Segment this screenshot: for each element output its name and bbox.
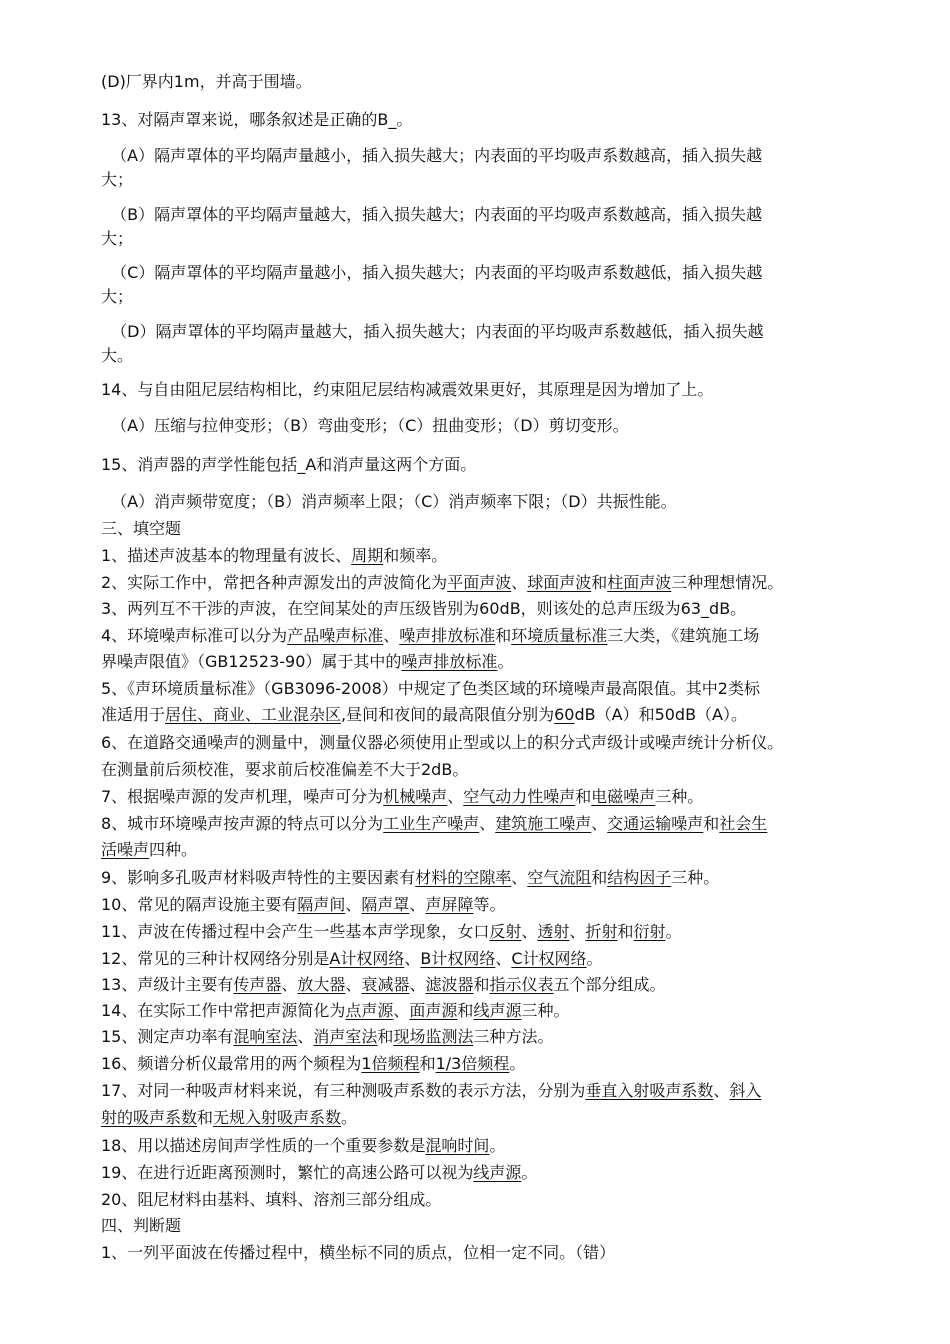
answer-text: 活噪声 xyxy=(101,840,150,859)
text-line xyxy=(101,1081,861,1101)
answer-text: 平面声波 xyxy=(447,573,512,592)
answer-text: 结构因子 xyxy=(607,868,672,887)
line-text: （A）消声频带宽度；（B）消声频率上限；（C）消声频率下限；（D）共振性能。 xyxy=(101,492,677,511)
answer-text: 面声源 xyxy=(409,1001,458,1020)
text-line xyxy=(101,840,861,860)
answer-text: 噪声排放标准 xyxy=(399,626,496,645)
line-text: 、 xyxy=(404,949,421,968)
line-text: 和 xyxy=(617,922,634,941)
text-line xyxy=(101,922,861,942)
text-line xyxy=(101,1108,861,1128)
line-text: 、 xyxy=(591,814,608,833)
answer-text: 噪声排放标准 xyxy=(401,652,498,671)
answer-text: 射的吸声系数 xyxy=(101,1108,198,1127)
line-text: 、 xyxy=(495,949,512,968)
line-text: 、 xyxy=(713,1081,730,1100)
line-text: 15、消声器的声学性能包括_A和消声量这两个方面。 xyxy=(101,455,477,474)
line-text: 20、阻尼材料由基料、填料、溶剂三部分组成。 xyxy=(101,1190,442,1209)
line-text: 9、影响多孔吸声材料吸声特性的主要因素有 xyxy=(101,868,416,887)
answer-text: 周期 xyxy=(351,546,384,565)
answer-text: 工业生产噪声 xyxy=(383,814,480,833)
answer-text: 1倍频程 xyxy=(361,1054,420,1073)
line-text: 、 xyxy=(409,895,426,914)
text-line xyxy=(101,573,861,593)
text-line xyxy=(101,1136,861,1156)
line-text: 和 xyxy=(591,573,608,592)
answer-text: 现场监测法 xyxy=(393,1027,474,1046)
text-line xyxy=(101,492,861,512)
line-text: （B）隔声罩体的平均隔声量越大，插入损失越大；内表面的平均吸声系数越高，插入损失越 xyxy=(101,205,763,224)
answer-text: 传声器 xyxy=(233,975,282,994)
answer-text: 消声室法 xyxy=(313,1027,378,1046)
text-line xyxy=(101,380,861,400)
line-text: 。 xyxy=(497,652,514,671)
line-text: 和 xyxy=(419,1054,436,1073)
answer-text: 空气动力性噪声 xyxy=(463,787,576,806)
line-text: 三种。 xyxy=(655,787,704,806)
text-line xyxy=(101,72,861,92)
line-text: （C）隔声罩体的平均隔声量越小，插入损失越大；内表面的平均吸声系数越低，插入损失越 xyxy=(101,263,763,282)
line-text: 17、对同一种吸声材料来说，有三种测吸声系数的表示方法，分别为 xyxy=(101,1081,586,1100)
answer-text: 点声源 xyxy=(345,1001,394,1020)
line-text: 2、实际工作中，常把各种声源发出的声波简化为 xyxy=(101,573,448,592)
text-line xyxy=(101,652,861,672)
line-text: 14、与自由阻尼层结构相比，约束阻尼层结构减震效果更好，其原理是因为增加了上。 xyxy=(101,380,714,399)
line-text: 大。 xyxy=(101,346,134,365)
answer-text: 产品噪声标准 xyxy=(287,626,384,645)
answer-text: 60 xyxy=(554,705,575,724)
line-text: 和 xyxy=(591,868,608,887)
line-text: 11、声波在传播过程中会产生一些基本声学现象，女口 xyxy=(101,922,490,941)
answer-text: 折射 xyxy=(585,922,618,941)
line-text: 、 xyxy=(409,975,426,994)
line-text: （A）隔声罩体的平均隔声量越小，插入损失越大；内表面的平均吸声系数越高，插入损失越 xyxy=(101,146,763,165)
line-text: 三种方法。 xyxy=(473,1027,554,1046)
line-text: 15、测定声功率有 xyxy=(101,1027,234,1046)
text-line xyxy=(101,599,861,619)
line-text: 19、在进行近距离预测时，繁忙的高速公路可以视为 xyxy=(101,1163,474,1182)
line-text: （D）隔声罩体的平均隔声量越大，插入损失越大；内表面的平均吸声系数越低，插入损失越 xyxy=(101,322,764,341)
text-line xyxy=(101,1163,861,1183)
text-line xyxy=(101,733,861,753)
line-text: 大； xyxy=(101,229,134,248)
answer-text: 无规入射吸声系数 xyxy=(213,1108,342,1127)
line-text: 等。 xyxy=(473,895,506,914)
text-line xyxy=(101,110,861,130)
line-text: 大； xyxy=(101,287,134,306)
line-text: 大； xyxy=(101,170,134,189)
line-text: 。 xyxy=(665,922,682,941)
line-text: 5、《声环境质量标准》（GB3096-2008）中规定了色类区域的环境噪声最高限值。其中2类标 xyxy=(101,679,760,698)
answer-text: 线声源 xyxy=(473,1001,522,1020)
line-text: 13、声级计主要有 xyxy=(101,975,234,994)
line-text: 。 xyxy=(586,949,603,968)
text-line xyxy=(101,1001,861,1021)
text-line xyxy=(101,975,861,995)
line-text: 准适用于 xyxy=(101,705,166,724)
text-line xyxy=(101,416,861,436)
text-line xyxy=(101,263,861,283)
answer-text: 居住、商业、工业混杂区 xyxy=(165,705,342,724)
line-text: 、 xyxy=(447,787,464,806)
line-text: 三大类，《建筑施工场 xyxy=(607,626,760,645)
line-text: 和 xyxy=(457,1001,474,1020)
line-text: 四种。 xyxy=(149,840,198,859)
line-text: ,昼间和夜间的最高限值分别为 xyxy=(341,705,555,724)
answer-text: 交通运输噪声 xyxy=(607,814,704,833)
answer-text: 柱面声波 xyxy=(607,573,672,592)
text-line xyxy=(101,679,861,699)
answer-text: 机械噪声 xyxy=(383,787,448,806)
answer-text: A计权网络 xyxy=(329,949,405,968)
text-line xyxy=(101,322,861,342)
line-text: 和频率。 xyxy=(383,546,448,565)
line-text: 和 xyxy=(575,787,592,806)
answer-text: 混响时间 xyxy=(425,1136,490,1155)
answer-text: 空气流阻 xyxy=(527,868,592,887)
line-text: 1、描述声波基本的物理量有波长、 xyxy=(101,546,352,565)
line-text: 、 xyxy=(383,626,400,645)
text-line xyxy=(101,519,861,539)
line-text: 8、城市环境噪声按声源的特点可以分为 xyxy=(101,814,384,833)
line-text: 6、在道路交通噪声的测量中，测量仪器必须使用止型或以上的积分式声级计或噪声统计分析仪。 xyxy=(101,733,784,752)
line-text: 、 xyxy=(479,814,496,833)
answer-text: 声屏障 xyxy=(425,895,474,914)
line-text: 和 xyxy=(473,975,490,994)
line-text: dB（A）和50dB（A）。 xyxy=(574,705,748,724)
answer-text: C计权网络 xyxy=(511,949,587,968)
line-text: 、 xyxy=(511,573,528,592)
line-text: 、 xyxy=(393,1001,410,1020)
answer-text: 隔声罩 xyxy=(361,895,410,914)
line-text: 和 xyxy=(495,626,512,645)
answer-text: 社会生 xyxy=(719,814,768,833)
line-text: 。 xyxy=(489,1136,506,1155)
line-text: 、 xyxy=(345,975,362,994)
line-text: 三种。 xyxy=(521,1001,570,1020)
text-line xyxy=(101,1054,861,1074)
text-line xyxy=(101,787,861,807)
line-text: 。 xyxy=(509,1054,526,1073)
answer-text: 电磁噪声 xyxy=(591,787,656,806)
text-line xyxy=(101,146,861,166)
line-text: 三、填空题 xyxy=(101,519,182,538)
text-line xyxy=(101,346,861,366)
answer-text: 透射 xyxy=(537,922,570,941)
line-text: 、 xyxy=(345,895,362,914)
line-text: 13、对隔声罩来说，哪条叙述是正确的B_。 xyxy=(101,110,413,129)
line-text: 和 xyxy=(377,1027,394,1046)
text-line xyxy=(101,229,861,249)
line-text: 和 xyxy=(703,814,720,833)
answer-text: 建筑施工噪声 xyxy=(495,814,592,833)
line-text: 3、两列互不干涉的声波，在空间某处的声压级皆别为60dB，则该处的总声压级为63_dB。 xyxy=(101,599,747,618)
line-text: 、 xyxy=(521,922,538,941)
answer-text: 材料的空隙率 xyxy=(415,868,512,887)
text-line xyxy=(101,546,861,566)
answer-text: 指示仪表 xyxy=(489,975,554,994)
line-text: 界噪声限值》（GB12523-90）属于其中的 xyxy=(101,652,402,671)
line-text: 。 xyxy=(341,1108,358,1127)
text-line xyxy=(101,455,861,475)
answer-text: 衰减器 xyxy=(361,975,410,994)
line-text: 、 xyxy=(569,922,586,941)
text-line xyxy=(101,170,861,190)
answer-text: 环境质量标准 xyxy=(511,626,608,645)
text-line xyxy=(101,868,861,888)
answer-text: 衍射 xyxy=(633,922,666,941)
line-text: 。 xyxy=(521,1163,538,1182)
line-text: 、 xyxy=(281,975,298,994)
line-text: 在测量前后须校准，要求前后校准偏差不大于2dB。 xyxy=(101,760,469,779)
line-text: 1、一列平面波在传播过程中，横坐标不同的质点，位相一定不同。（错） xyxy=(101,1243,616,1262)
line-text: 、 xyxy=(297,1027,314,1046)
line-text: 16、频谱分析仪最常用的两个频程为 xyxy=(101,1054,362,1073)
answer-text: 混响室法 xyxy=(233,1027,298,1046)
text-line xyxy=(101,705,861,725)
answer-text: 隔声间 xyxy=(297,895,346,914)
answer-text: 放大器 xyxy=(297,975,346,994)
line-text: 7、根据噪声源的发声机理，噪声可分为 xyxy=(101,787,384,806)
answer-text: 垂直入射吸声系数 xyxy=(585,1081,714,1100)
text-line xyxy=(101,814,861,834)
line-text: 、 xyxy=(511,868,528,887)
line-text: (D)厂界内1m，并高于围墙。 xyxy=(101,72,312,91)
answer-text: B计权网络 xyxy=(420,949,496,968)
line-text: 三种。 xyxy=(671,868,720,887)
answer-text: 滤波器 xyxy=(425,975,474,994)
answer-text: 球面声波 xyxy=(527,573,592,592)
text-line xyxy=(101,1027,861,1047)
line-text: 18、用以描述房间声学性质的一个重要参数是 xyxy=(101,1136,426,1155)
answer-text: 1/3倍频程 xyxy=(435,1054,510,1073)
text-line xyxy=(101,1243,861,1263)
text-line xyxy=(101,205,861,225)
line-text: （A）压缩与拉伸变形；（B）弯曲变形；（C）扭曲变形；（D）剪切变形。 xyxy=(101,416,629,435)
text-line xyxy=(101,760,861,780)
text-line xyxy=(101,949,861,969)
line-text: 12、常见的三种计权网络分别是 xyxy=(101,949,330,968)
answer-text: 反射 xyxy=(489,922,522,941)
line-text: 14、在实际工作中常把声源简化为 xyxy=(101,1001,346,1020)
line-text: 和 xyxy=(197,1108,214,1127)
text-line xyxy=(101,287,861,307)
text-line xyxy=(101,1190,861,1210)
line-text: 10、常见的隔声设施主要有 xyxy=(101,895,298,914)
line-text: 五个部分组成。 xyxy=(553,975,666,994)
answer-text: 斜入 xyxy=(729,1081,762,1100)
line-text: 三种理想情况。 xyxy=(671,573,784,592)
answer-text: 线声源 xyxy=(473,1163,522,1182)
text-line xyxy=(101,895,861,915)
text-line xyxy=(101,626,861,646)
text-line xyxy=(101,1216,861,1236)
line-text: 四、判断题 xyxy=(101,1216,182,1235)
line-text: 4、环境噪声标准可以分为 xyxy=(101,626,288,645)
